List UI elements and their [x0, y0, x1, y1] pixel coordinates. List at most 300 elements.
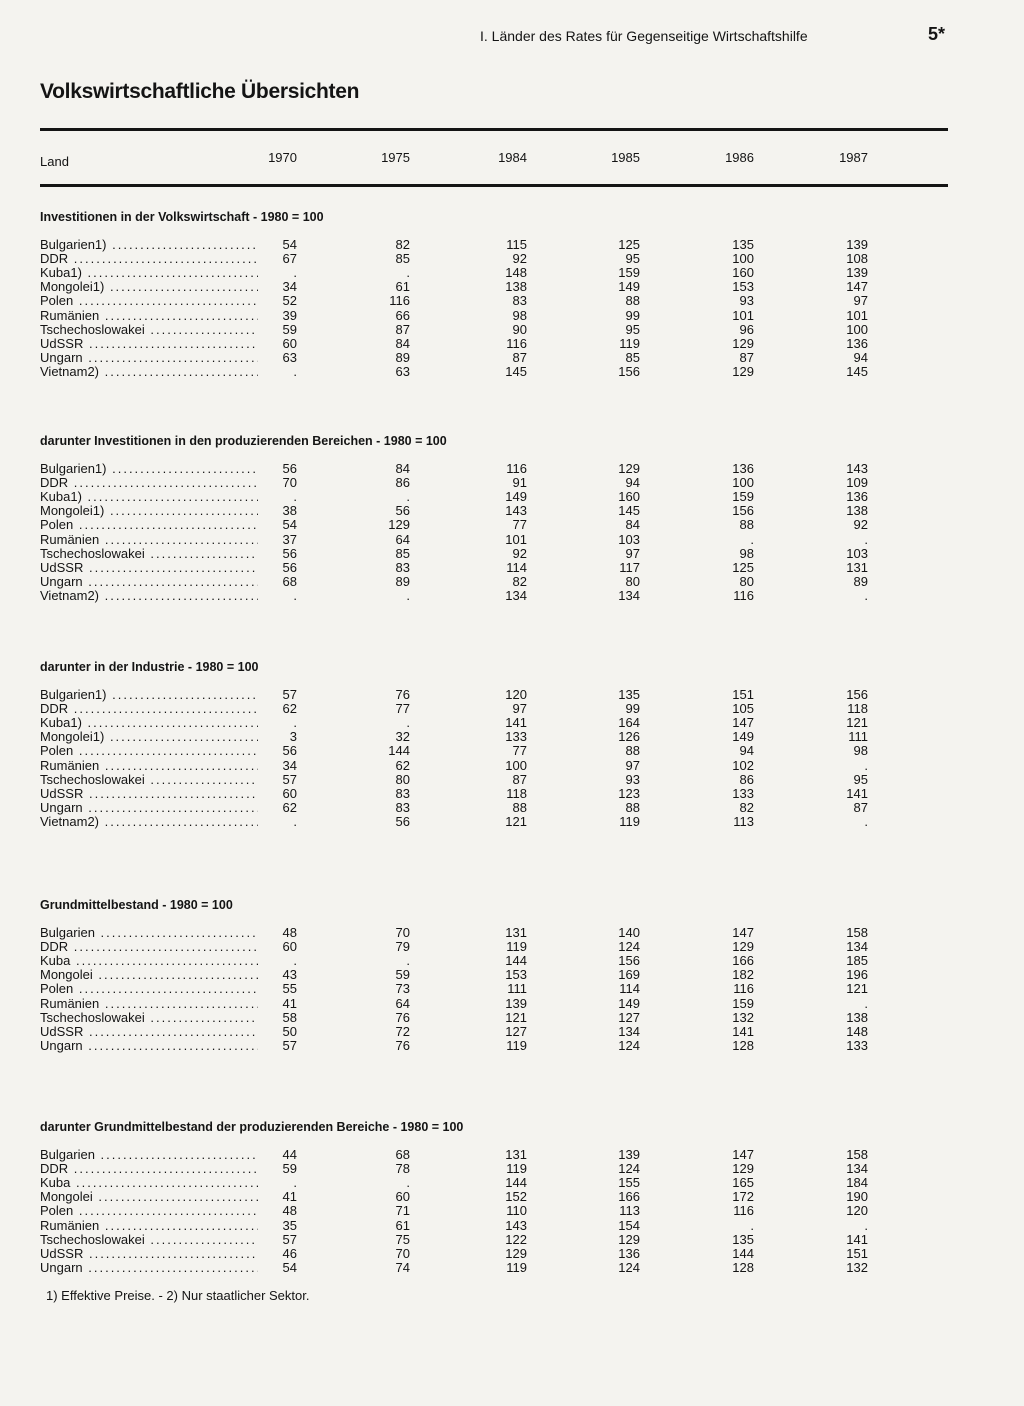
value-cell: 82	[395, 237, 410, 252]
value-cell: 151	[846, 1245, 868, 1261]
country-label: UdSSR .....	[40, 1247, 258, 1261]
column-header-year: 1975	[381, 150, 410, 165]
country-label: UdSSR .....	[40, 787, 258, 801]
value-cell: 129	[732, 335, 754, 351]
value-cell: 50	[282, 1023, 297, 1039]
country-label: Tschechoslowakei .....	[40, 323, 258, 337]
value-cell: 76	[395, 1037, 410, 1053]
value-cell: 149	[732, 729, 754, 745]
value-cell: 149	[618, 995, 640, 1011]
value-cell: 54	[282, 517, 297, 533]
value-cell: 92	[853, 517, 868, 533]
value-cell: 99	[625, 701, 640, 717]
table-row	[0, 266, 1024, 280]
value-cell: 154	[618, 1217, 640, 1233]
value-cell: 97	[625, 545, 640, 561]
value-cell: 129	[732, 1161, 754, 1177]
country-label: Bulgarien1) .....	[40, 462, 258, 476]
value-cell: 139	[505, 995, 527, 1011]
value-cell: 136	[732, 461, 754, 476]
value-cell: 77	[512, 517, 527, 533]
value-cell: 149	[618, 279, 640, 295]
value-cell: .	[293, 489, 297, 505]
value-cell: 89	[853, 573, 868, 589]
value-cell: 46	[282, 1245, 297, 1261]
value-cell: 119	[506, 1037, 527, 1053]
country-label: Mongolei1) .....	[40, 730, 258, 744]
value-cell: 143	[505, 1217, 527, 1233]
value-cell: 116	[506, 461, 527, 476]
value-cell: .	[406, 265, 410, 281]
value-cell: 124	[618, 939, 640, 955]
value-cell: 140	[618, 925, 640, 940]
table-row	[0, 997, 1024, 1011]
value-cell: 61	[395, 279, 410, 295]
country-label: Vietnam2) .....	[40, 365, 258, 379]
table-row	[0, 252, 1024, 266]
value-cell: 60	[282, 939, 297, 955]
value-cell: 129	[618, 1231, 640, 1247]
page-title: Volkswirtschaftliche Übersichten	[40, 80, 360, 103]
country-label: Ungarn .....	[40, 1039, 258, 1053]
value-cell: 80	[625, 573, 640, 589]
value-cell: 87	[512, 349, 527, 365]
value-cell: 126	[618, 729, 640, 745]
value-cell: 145	[505, 363, 527, 379]
value-cell: 190	[846, 1189, 868, 1205]
value-cell: .	[406, 953, 410, 969]
table-row	[0, 1190, 1024, 1204]
value-cell: 79	[395, 939, 410, 955]
table-row	[0, 1204, 1024, 1218]
value-cell: 3	[289, 729, 297, 745]
value-cell: 100	[846, 321, 868, 337]
value-cell: 56	[282, 743, 297, 759]
country-label: Polen .....	[40, 982, 258, 996]
value-cell: 196	[846, 967, 868, 983]
value-cell: 156	[618, 953, 640, 969]
value-cell: 68	[282, 573, 297, 589]
table-row	[0, 309, 1024, 323]
value-cell: 70	[395, 925, 410, 940]
value-cell: 82	[512, 573, 527, 589]
value-cell: 141	[505, 715, 527, 731]
value-cell: 59	[282, 321, 297, 337]
country-label: Rumänien .....	[40, 997, 258, 1011]
value-cell: 158	[846, 1147, 868, 1162]
country-label: Tschechoslowakei .....	[40, 547, 258, 561]
value-cell: 144	[505, 1175, 527, 1191]
value-cell: 109	[846, 475, 868, 491]
value-cell: 143	[505, 503, 527, 519]
value-cell: 129	[732, 939, 754, 955]
value-cell: 121	[505, 813, 527, 829]
value-cell: 121	[846, 981, 868, 997]
value-cell: 182	[732, 967, 754, 983]
value-cell: 147	[732, 925, 754, 940]
value-cell: 131	[846, 559, 868, 575]
value-cell: 55	[282, 981, 297, 997]
value-cell: 129	[732, 363, 754, 379]
value-cell: 60	[395, 1189, 410, 1205]
value-cell: 128	[732, 1259, 754, 1275]
value-cell: 56	[282, 559, 297, 575]
value-cell: 97	[512, 701, 527, 717]
value-cell: 94	[853, 349, 868, 365]
value-cell: 101	[846, 307, 868, 323]
value-cell: 90	[512, 321, 527, 337]
country-label: Kuba1) .....	[40, 266, 258, 280]
value-cell: 91	[512, 475, 527, 491]
value-cell: 147	[732, 1147, 754, 1162]
value-cell: 57	[282, 771, 297, 787]
value-cell: 135	[618, 687, 640, 702]
value-cell: 124	[618, 1161, 640, 1177]
country-label: Kuba1) .....	[40, 490, 258, 504]
value-cell: 127	[618, 1009, 640, 1025]
value-cell: 141	[846, 1231, 868, 1247]
value-cell: 60	[282, 335, 297, 351]
table-row	[0, 462, 1024, 476]
value-cell: 100	[505, 757, 527, 773]
value-cell: .	[293, 363, 297, 379]
value-cell: 102	[732, 757, 754, 773]
column-header-land: Land	[40, 154, 69, 169]
value-cell: 136	[846, 335, 868, 351]
value-cell: 169	[618, 967, 640, 983]
value-cell: 144	[505, 953, 527, 969]
table-row	[0, 323, 1024, 337]
value-cell: 34	[282, 757, 297, 773]
table-row	[0, 518, 1024, 532]
value-cell: 95	[625, 321, 640, 337]
value-cell: 117	[619, 559, 640, 575]
value-cell: 132	[732, 1009, 754, 1025]
value-cell: 139	[846, 265, 868, 281]
value-cell: 95	[853, 771, 868, 787]
table-row	[0, 561, 1024, 575]
value-cell: .	[750, 1217, 754, 1233]
value-cell: 77	[395, 701, 410, 717]
country-label: Ungarn .....	[40, 1261, 258, 1275]
value-cell: 100	[732, 251, 754, 267]
value-cell: 58	[282, 1009, 297, 1025]
value-cell: 114	[619, 981, 640, 997]
country-label: Polen .....	[40, 294, 258, 308]
value-cell: 57	[282, 687, 297, 702]
country-label: Mongolei .....	[40, 968, 258, 982]
table-row	[0, 238, 1024, 252]
value-cell: 119	[619, 335, 640, 351]
country-label: Bulgarien1) .....	[40, 238, 258, 252]
table-row	[0, 926, 1024, 940]
value-cell: 88	[512, 799, 527, 815]
value-cell: 82	[739, 799, 754, 815]
value-cell: .	[864, 587, 868, 603]
value-cell: 87	[853, 799, 868, 815]
country-label: DDR .....	[40, 940, 258, 954]
value-cell: 62	[282, 799, 297, 815]
country-label: Kuba1) .....	[40, 716, 258, 730]
value-cell: 87	[512, 771, 527, 787]
value-cell: 86	[395, 475, 410, 491]
value-cell: 156	[732, 503, 754, 519]
country-label: DDR .....	[40, 702, 258, 716]
value-cell: 43	[282, 967, 297, 983]
table-row	[0, 547, 1024, 561]
value-cell: 62	[282, 701, 297, 717]
value-cell: 99	[625, 307, 640, 323]
country-label: Bulgarien .....	[40, 1148, 258, 1162]
section-title: darunter in der Industrie - 1980 = 100	[40, 660, 259, 674]
country-label: Rumänien .....	[40, 759, 258, 773]
value-cell: 119	[506, 1161, 527, 1177]
value-cell: 61	[395, 1217, 410, 1233]
value-cell: 148	[505, 265, 527, 281]
value-cell: 145	[618, 503, 640, 519]
value-cell: 129	[618, 461, 640, 476]
value-cell: 85	[395, 251, 410, 267]
value-cell: 77	[512, 743, 527, 759]
table-row	[0, 351, 1024, 365]
country-label: Kuba .....	[40, 1176, 258, 1190]
value-cell: 138	[505, 279, 527, 295]
country-label: Ungarn .....	[40, 351, 258, 365]
value-cell: 134	[846, 1161, 868, 1177]
value-cell: 76	[395, 1009, 410, 1025]
value-cell: 63	[282, 349, 297, 365]
value-cell: 48	[282, 1203, 297, 1219]
value-cell: 84	[395, 335, 410, 351]
value-cell: 88	[625, 743, 640, 759]
value-cell: .	[293, 1175, 297, 1191]
country-label: Kuba .....	[40, 954, 258, 968]
value-cell: 35	[282, 1217, 297, 1233]
country-label: Polen .....	[40, 744, 258, 758]
value-cell: 134	[505, 587, 527, 603]
country-label: Rumänien .....	[40, 533, 258, 547]
value-cell: 116	[733, 1203, 754, 1219]
table-row	[0, 744, 1024, 758]
column-header-year: 1984	[498, 150, 527, 165]
value-cell: .	[293, 813, 297, 829]
value-cell: 119	[506, 939, 527, 955]
value-cell: 56	[395, 503, 410, 519]
value-cell: 39	[282, 307, 297, 323]
value-cell: 119	[619, 813, 640, 829]
value-cell: 66	[395, 307, 410, 323]
value-cell: 125	[732, 559, 754, 575]
value-cell: 59	[282, 1161, 297, 1177]
value-cell: 74	[395, 1259, 410, 1275]
table-row	[0, 1247, 1024, 1261]
country-label: DDR .....	[40, 252, 258, 266]
country-label: Polen .....	[40, 518, 258, 532]
value-cell: .	[750, 531, 754, 547]
country-label: Rumänien .....	[40, 309, 258, 323]
value-cell: 133	[505, 729, 527, 745]
table-row	[0, 589, 1024, 603]
value-cell: 93	[739, 293, 754, 309]
value-cell: 143	[846, 461, 868, 476]
value-cell: 85	[395, 545, 410, 561]
value-cell: .	[406, 715, 410, 731]
value-cell: 57	[282, 1231, 297, 1247]
value-cell: 165	[732, 1175, 754, 1191]
table-row	[0, 716, 1024, 730]
header-rule	[40, 184, 948, 187]
value-cell: 89	[395, 573, 410, 589]
value-cell: .	[864, 531, 868, 547]
value-cell: 133	[846, 1037, 868, 1053]
value-cell: 134	[618, 1023, 640, 1039]
value-cell: 147	[732, 715, 754, 731]
value-cell: 98	[512, 307, 527, 323]
value-cell: 138	[846, 1009, 868, 1025]
value-cell: 92	[512, 251, 527, 267]
value-cell: 87	[739, 349, 754, 365]
value-cell: 135	[732, 1231, 754, 1247]
value-cell: 73	[395, 981, 410, 997]
table-row	[0, 1039, 1024, 1053]
country-label: UdSSR .....	[40, 561, 258, 575]
table-row	[0, 575, 1024, 589]
value-cell: 159	[618, 265, 640, 281]
table-row	[0, 337, 1024, 351]
value-cell: 113	[619, 1203, 640, 1219]
table-row	[0, 1162, 1024, 1176]
column-header-year: 1970	[268, 150, 297, 165]
value-cell: 57	[282, 1037, 297, 1053]
value-cell: 123	[618, 785, 640, 801]
country-label: Tschechoslowakei .....	[40, 1233, 258, 1247]
table-row	[0, 968, 1024, 982]
country-label: Ungarn .....	[40, 801, 258, 815]
value-cell: 172	[732, 1189, 754, 1205]
value-cell: 100	[732, 475, 754, 491]
value-cell: .	[293, 953, 297, 969]
table-row	[0, 365, 1024, 379]
value-cell: 134	[618, 587, 640, 603]
table-row	[0, 759, 1024, 773]
value-cell: 38	[282, 503, 297, 519]
value-cell: 134	[846, 939, 868, 955]
value-cell: 160	[618, 489, 640, 505]
value-cell: 139	[846, 237, 868, 252]
value-cell: 63	[395, 363, 410, 379]
value-cell: 144	[732, 1245, 754, 1261]
country-label: DDR .....	[40, 476, 258, 490]
table-row	[0, 1025, 1024, 1039]
value-cell: 118	[847, 701, 868, 717]
column-header-year: 1986	[725, 150, 754, 165]
value-cell: 129	[505, 1245, 527, 1261]
section-title: Grundmittelbestand - 1980 = 100	[40, 898, 233, 912]
value-cell: 153	[732, 279, 754, 295]
value-cell: 110	[506, 1203, 527, 1219]
value-cell: 116	[733, 981, 754, 997]
country-label: UdSSR .....	[40, 337, 258, 351]
value-cell: 124	[618, 1259, 640, 1275]
footnote: 1) Effektive Preise. - 2) Nur staatlicher Sektor.	[46, 1288, 310, 1303]
value-cell: 83	[512, 293, 527, 309]
value-cell: 101	[732, 307, 754, 323]
value-cell: 122	[505, 1231, 527, 1247]
table-row	[0, 476, 1024, 490]
value-cell: 84	[625, 517, 640, 533]
table-row	[0, 1233, 1024, 1247]
country-label: Vietnam2) .....	[40, 589, 258, 603]
value-cell: 96	[739, 321, 754, 337]
value-cell: 149	[505, 489, 527, 505]
country-label: Tschechoslowakei .....	[40, 1011, 258, 1025]
value-cell: 159	[732, 489, 754, 505]
value-cell: 59	[395, 967, 410, 983]
value-cell: 124	[618, 1037, 640, 1053]
value-cell: 94	[739, 743, 754, 759]
table-row	[0, 773, 1024, 787]
value-cell: 54	[282, 1259, 297, 1275]
value-cell: .	[864, 1217, 868, 1233]
value-cell: 132	[846, 1259, 868, 1275]
column-header-year: 1987	[839, 150, 868, 165]
value-cell: 54	[282, 237, 297, 252]
value-cell: 68	[395, 1147, 410, 1162]
value-cell: 92	[512, 545, 527, 561]
value-cell: 88	[625, 293, 640, 309]
value-cell: .	[406, 1175, 410, 1191]
value-cell: 141	[846, 785, 868, 801]
value-cell: 75	[395, 1231, 410, 1247]
value-cell: 67	[282, 251, 297, 267]
value-cell: 118	[506, 785, 527, 801]
value-cell: 88	[625, 799, 640, 815]
value-cell: .	[864, 995, 868, 1011]
value-cell: 56	[395, 813, 410, 829]
value-cell: 125	[618, 237, 640, 252]
value-cell: 148	[846, 1023, 868, 1039]
value-cell: 145	[846, 363, 868, 379]
value-cell: .	[293, 265, 297, 281]
value-cell: 70	[282, 475, 297, 491]
table-row	[0, 1176, 1024, 1190]
country-label: Mongolei .....	[40, 1190, 258, 1204]
value-cell: 98	[853, 743, 868, 759]
table-row	[0, 280, 1024, 294]
value-cell: 156	[846, 687, 868, 702]
table-row	[0, 940, 1024, 954]
value-cell: 116	[506, 335, 527, 351]
value-cell: 98	[739, 545, 754, 561]
value-cell: 64	[395, 531, 410, 547]
value-cell: 64	[395, 995, 410, 1011]
country-label: UdSSR .....	[40, 1025, 258, 1039]
value-cell: 127	[505, 1023, 527, 1039]
table-row	[0, 1261, 1024, 1275]
country-label: Vietnam2) .....	[40, 815, 258, 829]
running-header: I. Länder des Rates für Gegenseitige Wirtschaftshilfe	[480, 28, 808, 44]
value-cell: 83	[395, 559, 410, 575]
value-cell: 76	[395, 687, 410, 702]
value-cell: 160	[732, 265, 754, 281]
value-cell: 155	[618, 1175, 640, 1191]
value-cell: 80	[395, 771, 410, 787]
value-cell: 115	[506, 237, 527, 252]
value-cell: 103	[618, 531, 640, 547]
value-cell: 41	[282, 995, 297, 1011]
value-cell: 52	[282, 293, 297, 309]
country-label: Bulgarien .....	[40, 926, 258, 940]
